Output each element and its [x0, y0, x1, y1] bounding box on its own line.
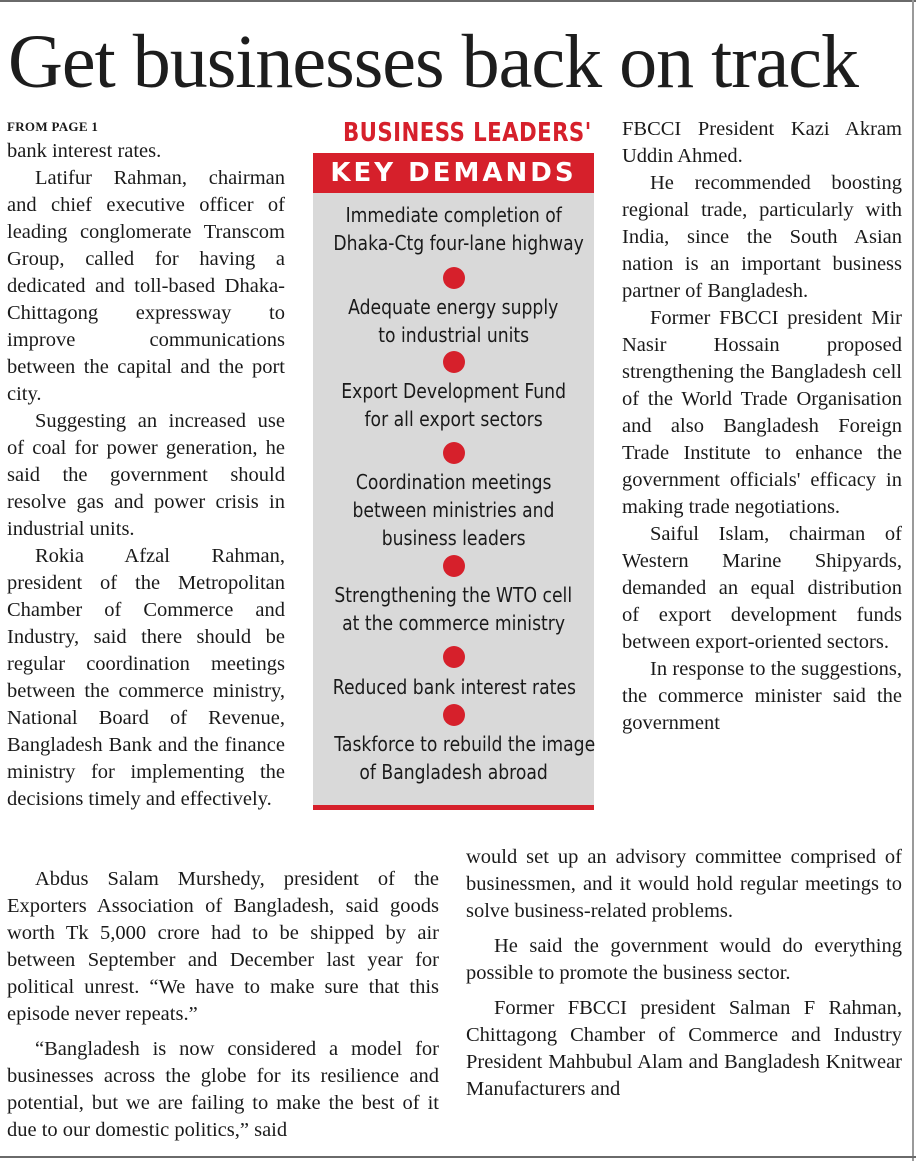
article-bottom-left — [7, 866, 439, 1144]
paragraph: FBCCI President Kazi Akram Uddin Ahmed. — [622, 118, 902, 167]
demand-item: Reduced bank interest rates — [332, 675, 576, 699]
demand-item: Immediate completion of Dhaka-Ctg four-lane highway — [333, 203, 584, 255]
paragraph: Latifur Rahman, chairman and chief executive officer of leading conglomerate Transcom Group, called for having a dedicated and toll-based Dhaka-Chittagong expressway to improve communications between the capital and the port city. — [7, 167, 285, 405]
demand-item: Export Development Fund for all export sectors — [341, 379, 566, 431]
article-column-right — [622, 116, 902, 737]
paragraph: Former FBCCI president Salman F Rahman, Chittagong Chamber of Commerce and Industry President Mahbubul Alam and Bangladesh Knitwear Manufacturers and — [466, 997, 902, 1100]
sidebar-title: BUSINESS LEADERS' — [343, 118, 592, 148]
top-rule — [0, 0, 916, 2]
right-rule — [912, 0, 914, 1161]
article-bottom-right — [466, 844, 902, 1103]
bottom-rule — [0, 1156, 916, 1158]
paragraph: In response to the suggestions, the commerce minister said the government — [622, 658, 902, 734]
jump-line: FROM PAGE 1 — [7, 119, 99, 134]
paragraph: Rokia Afzal Rahman, president of the Metropolitan Chamber of Commerce and Industry, said there should be regular coordination meetings between the commerce ministry, National Board of Revenue, Bangladesh Bank and the finance ministry for implementing the decisions timely and effectively. — [7, 545, 285, 810]
paragraph: Suggesting an increased use of coal for power generation, he said the government should resolve gas and power crisis in industrial units. — [7, 410, 285, 540]
paragraph: “Bangladesh is now considered a model for businesses across the globe for its resilience and potential, but we are failing to make the best of it due to our domestic politics,” said — [7, 1038, 439, 1141]
article-headline: Get businesses back on track — [8, 20, 858, 104]
paragraph: Saiful Islam, chairman of Western Marine Shipyards, demanded an equal distribution of export development funds between export-oriented sectors. — [622, 523, 902, 653]
bullet-dot — [443, 267, 465, 289]
article-column-left — [7, 116, 285, 813]
demand-item: Coordination meetings between ministries and business leaders — [352, 470, 555, 550]
paragraph: would set up an advisory committee comprised of businessmen, and it would hold regular meetings to solve business-related problems. — [466, 846, 902, 922]
bullet-dot — [443, 646, 465, 668]
demand-item: Strengthening the WTO cell at the commerce ministry — [334, 583, 573, 635]
sidebar-banner: KEY DEMANDS — [313, 153, 594, 193]
bullet-dot — [443, 351, 465, 373]
bullet-dot — [443, 442, 465, 464]
demand-item: Taskforce to rebuild the image of Bangladesh abroad — [334, 732, 596, 784]
key-demands-box — [313, 193, 594, 810]
paragraph: bank interest rates. — [7, 140, 162, 162]
paragraph: He said the government would do everything possible to promote the business sector. — [466, 935, 902, 984]
paragraph: Former FBCCI president Mir Nasir Hossain proposed strengthening the Bangladesh cell of the World Trade Organisation and also Bangladesh Foreign Trade Institute to enhance the government officials' efficacy in making trade negotiations. — [622, 307, 902, 518]
bullet-dot — [443, 555, 465, 577]
paragraph: He recommended boosting regional trade, particularly with India, since the South Asian nation is an important business partner of Bangladesh. — [622, 172, 902, 302]
demand-item: Adequate energy supply to industrial units — [348, 295, 559, 347]
bullet-dot — [443, 704, 465, 726]
paragraph: Abdus Salam Murshedy, president of the Exporters Association of Bangladesh, said goods worth Tk 5,000 crore had to be shipped by air between September and December last year for political unrest. “We have to make sure that this episode never repeats.” — [7, 868, 439, 1025]
